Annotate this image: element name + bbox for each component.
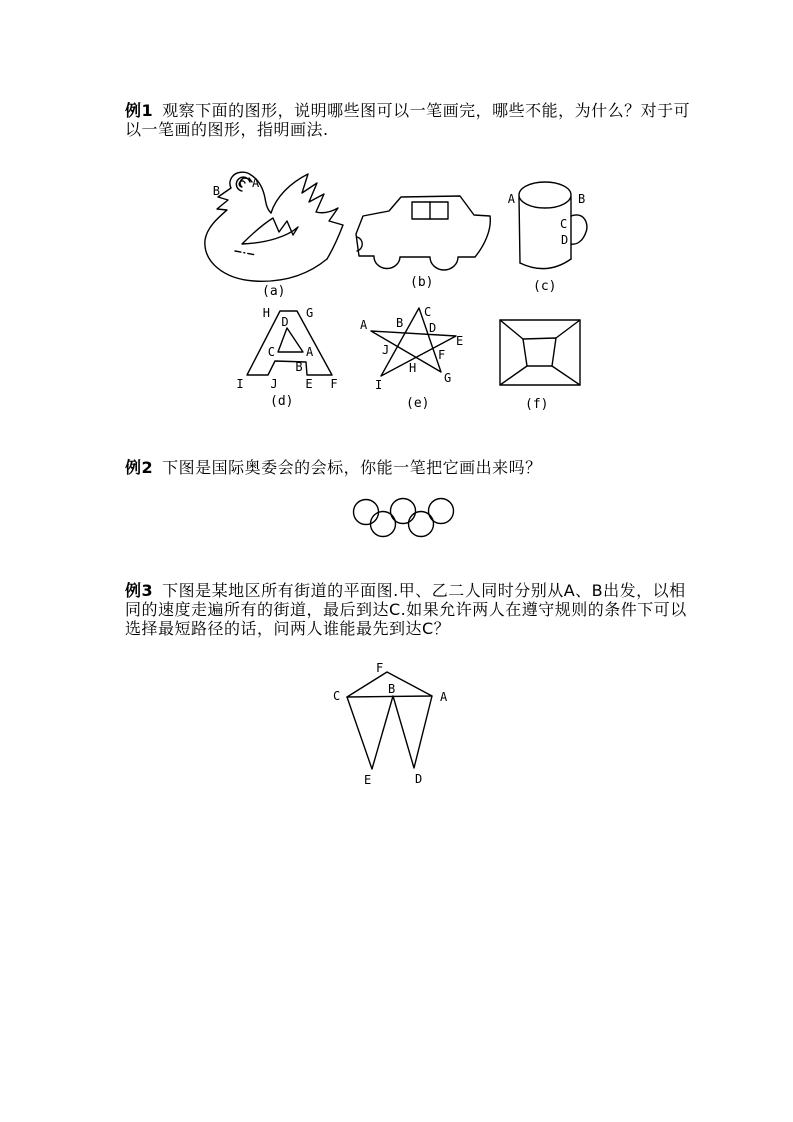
vertex-label-H: H xyxy=(409,361,417,375)
vertex-label-B: B xyxy=(578,192,586,206)
example3-label: 例3 xyxy=(125,581,154,600)
vertex-label-D: D xyxy=(415,772,423,786)
vertex-label-F: F xyxy=(376,661,384,675)
letter-a-outline xyxy=(247,311,332,375)
vertex-label-C: C xyxy=(267,345,275,359)
corner-link-bottom-right xyxy=(552,366,580,385)
vertex-label-A: A xyxy=(507,192,515,206)
ring-circle-bottom-right xyxy=(409,512,434,537)
example1-line-1-text: 观察下面的图形，说明哪些图可以一笔画完，哪些不能，为什么？对于可 xyxy=(162,101,691,120)
caption-e: (e) xyxy=(406,396,430,411)
caption-c: (c) xyxy=(533,279,557,294)
example1-paragraph xyxy=(125,101,690,139)
vertex-label-A: A xyxy=(440,690,448,704)
vertex-label-C: C xyxy=(424,305,432,319)
vertex-label-F: F xyxy=(438,348,446,362)
vertex-label-J: J xyxy=(382,343,390,357)
vertex-label-D: D xyxy=(281,315,289,329)
vertex-label-B: B xyxy=(295,360,303,374)
car-body-path xyxy=(356,196,490,270)
vertex-label-C: C xyxy=(560,217,568,231)
figure-f-nested-square xyxy=(498,316,584,388)
corner-link-bottom-left xyxy=(500,366,527,385)
caption-d: (d) xyxy=(270,394,294,409)
figure-e-star xyxy=(358,296,466,394)
mug-rim-ellipse xyxy=(519,182,571,208)
vertex-label-G: G xyxy=(306,306,314,320)
inner-quad xyxy=(523,338,556,366)
figure-street-map xyxy=(318,660,463,800)
example3-line-1 xyxy=(125,581,687,600)
figure-a-swan xyxy=(198,170,353,288)
ring-circle-top-left xyxy=(354,500,379,525)
caption-b: (b) xyxy=(410,275,434,290)
swan-wing-tail-path xyxy=(271,174,343,259)
example2-paragraph xyxy=(125,458,542,477)
letter-a-inner-triangle xyxy=(278,328,303,352)
example2-line-1-text: 下图是国际奥委会的会标，你能一笔把它画出来吗？ xyxy=(162,458,542,477)
vertex-label-G: G xyxy=(444,371,452,385)
example1-line-1 xyxy=(125,101,690,120)
vertex-label-I: I xyxy=(236,377,244,391)
vertex-label-I: I xyxy=(375,378,383,392)
vertex-label-B: B xyxy=(396,316,404,330)
vertex-label-A: A xyxy=(306,345,314,359)
figure-d-letter-a xyxy=(230,298,342,393)
vertex-label-B: B xyxy=(388,682,396,696)
vertex-label-C: C xyxy=(333,689,341,703)
vertex-label-E: E xyxy=(364,773,372,787)
mug-handle-arc xyxy=(571,215,587,244)
vertex-label-A: A xyxy=(360,318,368,332)
vertex-label-F: F xyxy=(330,377,338,391)
mug-left-side xyxy=(519,197,520,263)
example3-line-3: 选择最短路径的话，问两人谁能最先到达C？ xyxy=(125,619,451,638)
corner-link-top-left xyxy=(500,320,523,339)
figure-olympic-rings xyxy=(340,496,470,551)
swan-inner-wing-path xyxy=(242,218,298,244)
example2-label: 例2 xyxy=(125,458,154,477)
vertex-label-D: D xyxy=(561,233,569,247)
vertex-label-B: B xyxy=(212,184,220,198)
caption-a: (a) xyxy=(262,284,286,299)
mug-bottom-curve xyxy=(520,259,571,269)
caption-f: (f) xyxy=(525,397,549,412)
map-w-streets-path xyxy=(347,696,432,769)
vertex-label-A: A xyxy=(252,176,260,190)
example3-line-2: 同的速度走遍所有的街道，最后到达C.如果允许两人在遵守规则的条件下可以 xyxy=(125,600,687,619)
vertex-label-E: E xyxy=(305,377,313,391)
example2-line-1 xyxy=(125,458,542,477)
vertex-label-J: J xyxy=(270,377,278,391)
swan-head-spiral xyxy=(236,177,250,191)
figure-b-car xyxy=(352,182,504,274)
swan-dash-dot-line xyxy=(235,251,256,255)
figure-c-mug xyxy=(503,175,605,283)
example1-label: 例1 xyxy=(125,101,154,120)
example1-line-2: 以一笔画的图形，指明画法. xyxy=(125,120,329,139)
example3-line-1-text: 下图是某地区所有街道的平面图.甲、乙二人同时分别从A、B出发，以相 xyxy=(162,581,686,600)
ring-circle-bottom-left xyxy=(371,512,396,537)
vertex-label-H: H xyxy=(262,306,270,320)
vertex-label-E: E xyxy=(456,334,464,348)
vertex-label-D: D xyxy=(429,321,437,335)
example3-paragraph xyxy=(125,581,687,638)
corner-link-top-right xyxy=(556,320,580,338)
